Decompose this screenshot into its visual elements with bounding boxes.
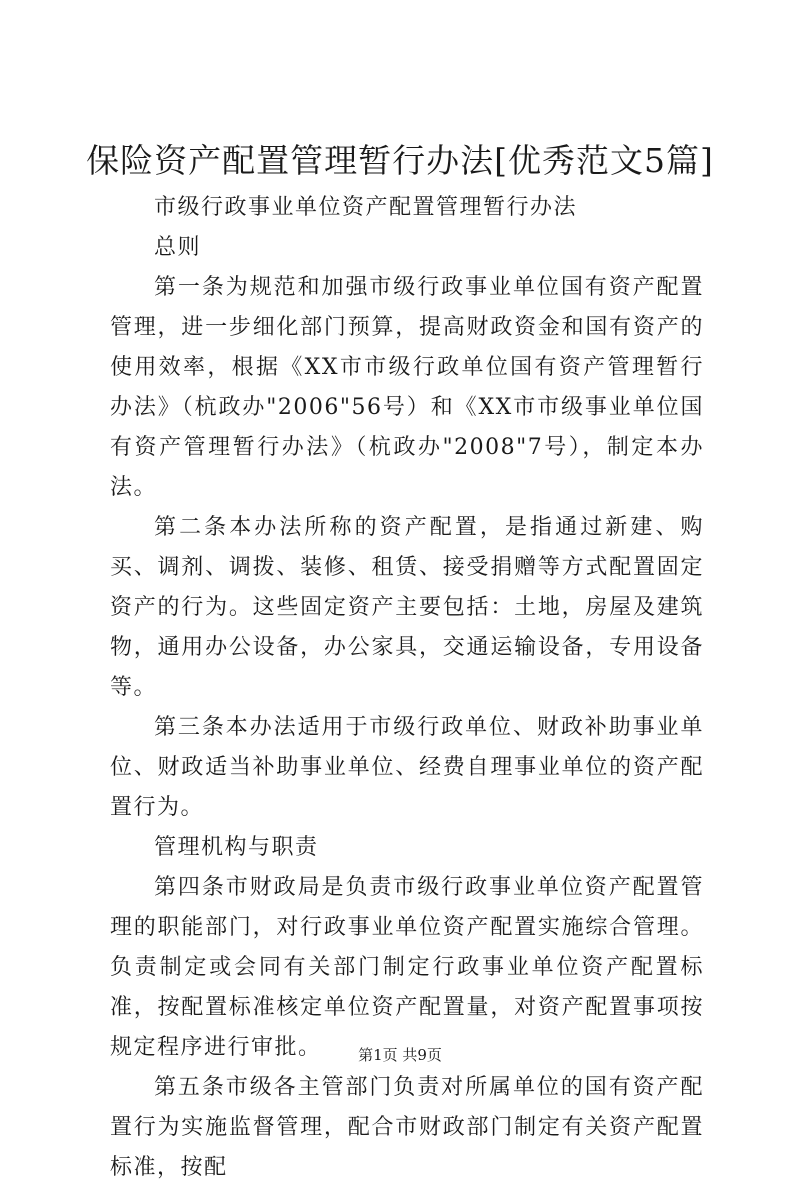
section-heading-general: 总则 xyxy=(154,235,202,260)
section-heading-management: 管理机构与职责 xyxy=(154,835,319,860)
article-2-paragraph: 第二条本办法所称的资产配置，是指通过新建、购买、调剂、调拨、装修、租赁、接受捐赠等方式配置固定资产的行为。这些固定资产主要包括：土地，房屋及建筑物，通用办公设备，办公家具，交通运输设备，专用设备等。 xyxy=(110,515,704,700)
article-4-paragraph: 第四条市财政局是负责市级行政事业单位资产配置管理的职能部门，对行政事业单位资产配置实施综合管理。负责制定或会同有关部门制定行政事业单位资产配置标准，按配置标准核定单位资产配置量，对资产配置事项按规定程序进行审批。 xyxy=(110,875,704,1060)
article-3-paragraph: 第三条本办法适用于市级行政单位、财政补助事业单位、财政适当补助事业单位、经费自理事业单位的资产配置行为。 xyxy=(110,715,704,820)
article-5-paragraph: 第五条市级各主管部门负责对所属单位的国有资产配置行为实施监督管理，配合市财政部门制定有关资产配置标准，按配 xyxy=(110,1075,704,1180)
document-body xyxy=(110,188,704,1188)
subtitle-paragraph: 市级行政事业单位资产配置管理暂行办法 xyxy=(154,195,578,220)
article-1-paragraph: 第一条为规范和加强市级行政事业单位国有资产配置管理，进一步细化部门预算，提高财政资金和国有资产的使用效率，根据《XX市市级行政单位国有资产管理暂行办法》（杭政办"2006"56号）和《XX市市级事业单位国有资产管理暂行办法》（杭政办"2008"7号），制定本办法。 xyxy=(110,275,704,500)
document-title: 保险资产配置管理暂行办法[优秀范文5篇] xyxy=(86,141,714,180)
page-number-footer: 第1页 共9页 xyxy=(358,1046,442,1064)
